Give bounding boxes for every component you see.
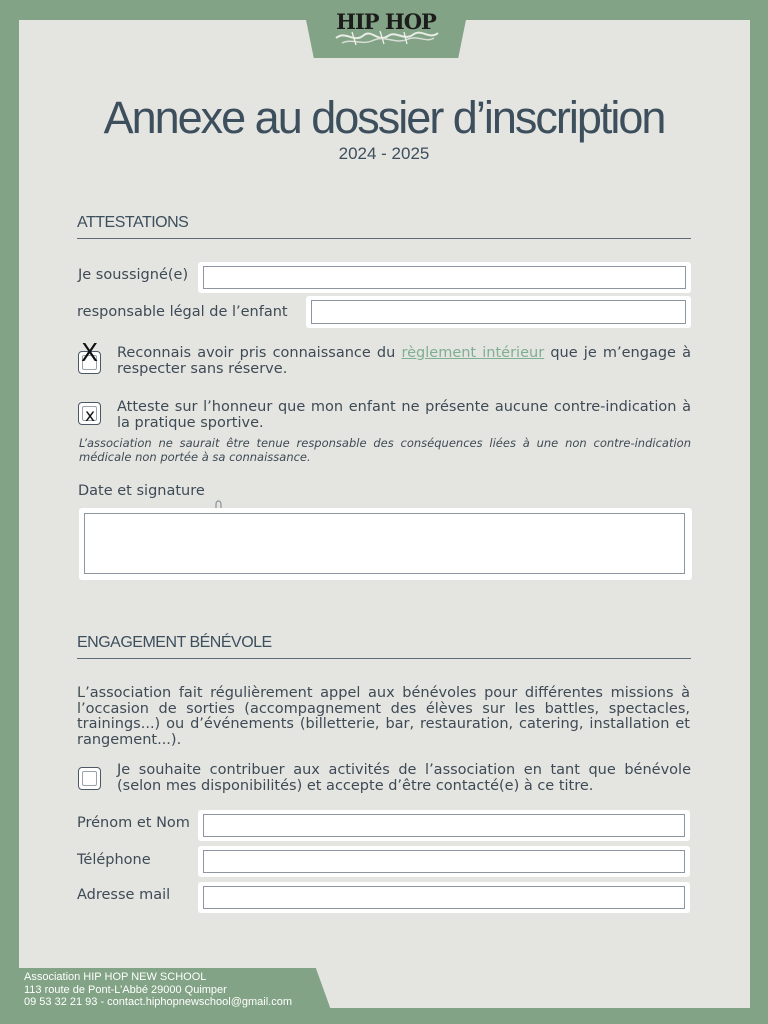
benevole-checkbox-text: Je souhaite contribuer aux activités de l’association en tant que bénévole (selon mes disponibilités) et accepte d’être contacté(e) à ce titre. <box>117 762 691 794</box>
name-input[interactable] <box>203 814 685 837</box>
name-field-frame <box>198 810 690 841</box>
footer-contact <box>24 971 292 1009</box>
email-label: Adresse mail <box>77 887 171 903</box>
season-subtitle: 2024 - 2025 <box>338 144 430 163</box>
name-label: Prénom et Nom <box>77 815 190 831</box>
reglement-text-end: que je m’engage à respecter sans réserve. <box>117 345 691 377</box>
checkbox-inner <box>82 771 97 786</box>
section-heading-attestations: ATTESTATIONS <box>77 214 189 231</box>
responsable-input[interactable] <box>311 300 686 324</box>
footer-association: Association HIP HOP NEW SCHOOL <box>24 971 207 983</box>
signature-field-frame <box>79 508 692 580</box>
divider <box>77 238 691 239</box>
section-heading-benevole: ENGAGEMENT BÉNÉVOLE <box>77 634 272 651</box>
check-mark: X <box>81 338 99 367</box>
phone-input[interactable] <box>203 850 685 873</box>
benevole-intro: L’association fait régulièrement appel aux bénévoles pour différentes missions à l’occasion de sorties (accompagnement des élèves sur les battles, spectacles, trainings...) ou d’événements (billetterie, bar, restauration, catering, installation et rangement...). <box>77 685 690 748</box>
reglement-text-start: Reconnais avoir pris connaissance du <box>117 345 402 361</box>
reglement-link[interactable]: règlement intérieur <box>401 345 545 361</box>
soussigne-input[interactable] <box>203 266 686 289</box>
signature-box[interactable] <box>84 513 685 574</box>
logo: HIP HOP <box>336 9 436 34</box>
check-mark: x <box>85 406 96 426</box>
soussigne-field-frame <box>198 262 691 293</box>
email-input[interactable] <box>203 886 685 909</box>
signature-label: Date et signature <box>78 483 205 499</box>
benevole-checkbox[interactable] <box>78 767 101 790</box>
phone-label: Téléphone <box>77 852 151 868</box>
email-field-frame <box>198 882 690 913</box>
disclaimer-note: L’association ne saurait être tenue responsable des conséquences liées à une non contre-indication médicale non portée à sa connaissance. <box>79 436 691 464</box>
responsable-field-frame <box>306 296 691 328</box>
divider <box>77 658 691 659</box>
soussigne-label: Je soussigné(e) <box>78 267 189 283</box>
page-title: Annexe au dossier d’inscription <box>103 92 665 143</box>
responsable-label: responsable légal de l’enfant <box>77 304 288 320</box>
phone-field-frame <box>198 846 690 877</box>
contre-indication-text: Atteste sur l’honneur que mon enfant ne présente aucune contre-indication à la pratique sportive. <box>117 399 691 431</box>
footer-phone-email[interactable]: 09 53 32 21 93 - contact.hiphopnewschool@gmail.com <box>24 996 292 1008</box>
footer-address: 113 route de Pont-L’Abbé 29000 Quimper <box>24 983 227 996</box>
graffiti-logo-icon <box>332 26 442 48</box>
reglement-text <box>117 346 691 377</box>
